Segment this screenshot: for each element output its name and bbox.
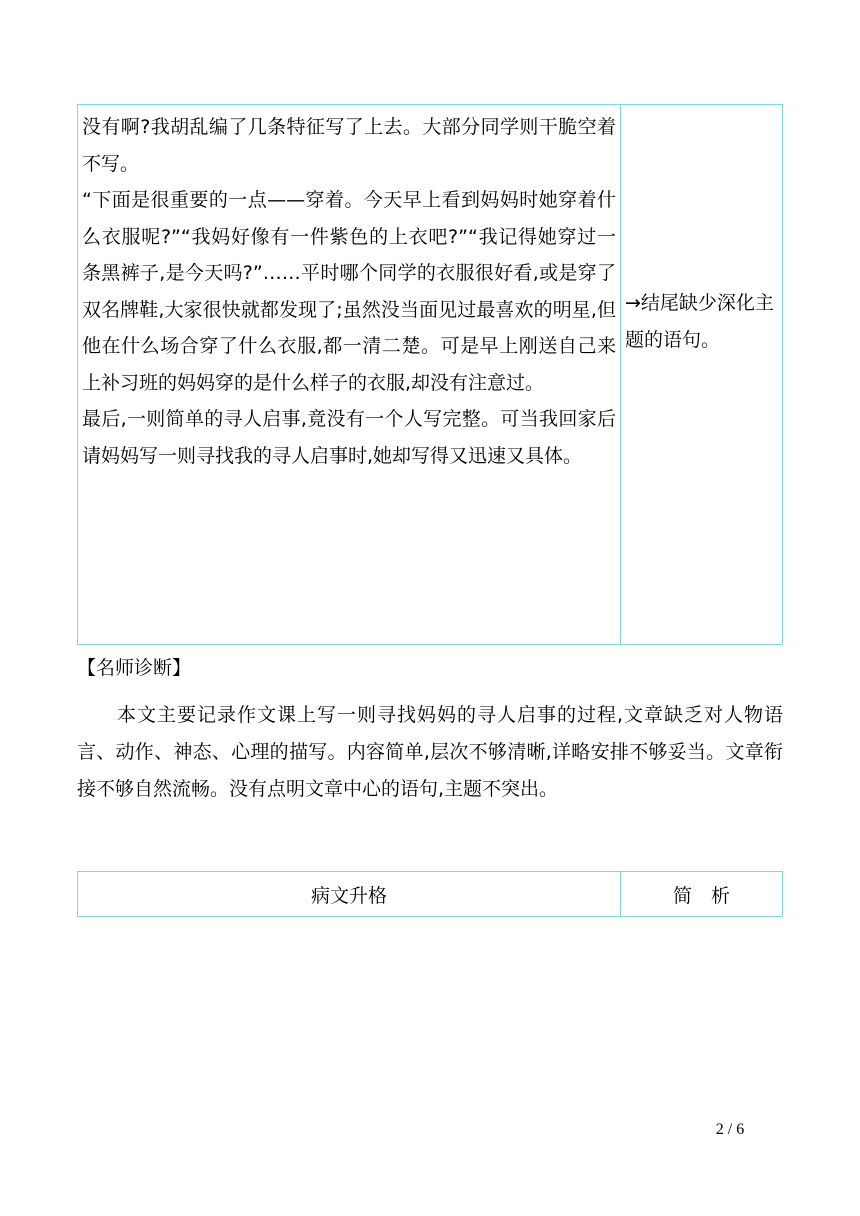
page-number: 2 / 6 [715, 1121, 745, 1138]
upgrade-table [77, 871, 783, 917]
diagnosis-text: 本文主要记录作文课上写一则寻找妈妈的寻人启事的过程,文章缺乏对人物语言、动作、神态、心理的描写。内容简单,层次不够清晰,详略安排不够妥当。文章衔接不够自然流畅。没有点明文章中心的语句,主题不突出。 [77, 704, 783, 800]
essay-text-cell [78, 105, 621, 644]
upgrade-header-right: 简 析 [672, 884, 730, 907]
essay-paragraph-1: 没有啊?我胡乱编了几条特征写了上去。大部分同学则干脆空着不写。 [82, 116, 616, 175]
upgrade-header-left: 病文升格 [78, 872, 621, 916]
essay-paragraph-3: 最后,一则简单的寻人启事,竟没有一个人写完整。可当我回家后请妈妈写一则寻找我的寻人启事时,她却写得又迅速又具体。 [82, 408, 616, 467]
diagnosis-heading: 【名师诊断】 [77, 657, 192, 679]
essay-note: →结尾缺少深化主题的语句。 [625, 292, 774, 351]
essay-note-cell [621, 105, 782, 644]
essay-paragraph-2: “下面是很重要的一点——穿着。今天早上看到妈妈时她穿着什么衣服呢?”“我妈好像有一件紫色的上衣吧?”“我记得她穿过一条黑裤子,是今天吗?”……平时哪个同学的衣服很好看,或是穿了双名牌鞋,大家很快就都发现了;虽然没当面见过最喜欢的明星,但他在什么场合穿了什么衣服,都一清二楚。可是早上刚送自己来上补习班的妈妈穿的是什么样子的衣服,却没有注意过。 [82, 189, 616, 394]
essay-table [77, 104, 783, 645]
